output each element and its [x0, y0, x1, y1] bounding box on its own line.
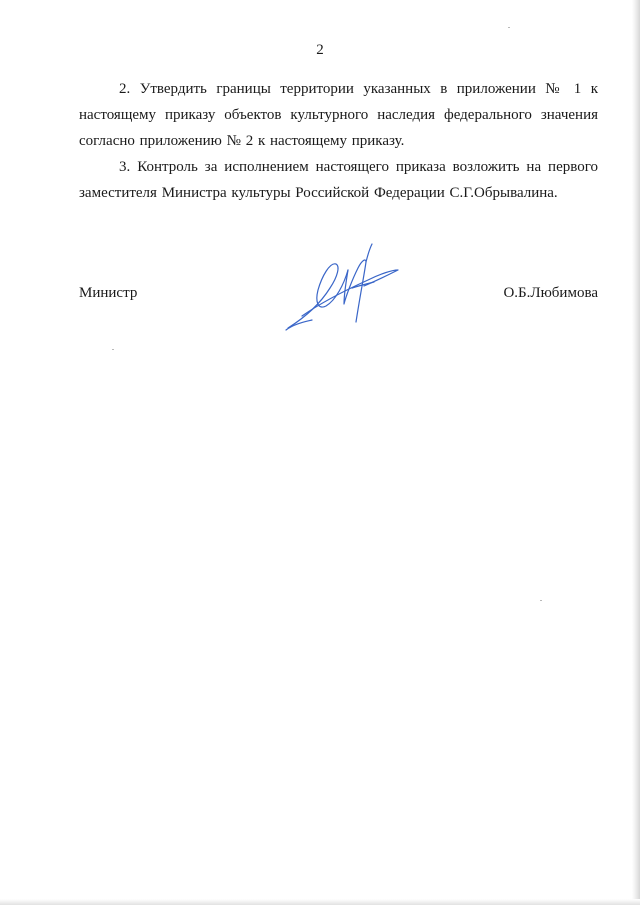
- scan-speck: [508, 27, 510, 28]
- scan-speck: [540, 600, 542, 601]
- scan-edge-bottom: [0, 899, 640, 905]
- paragraph-3: 3. Контроль за исполнением настоящего приказа возложить на первого заместителя Министра культуры Российской Федерации С.Г.Обрывалина.: [79, 159, 598, 201]
- paragraph-2: 2. Утвердить границы территории указанных в приложении № 1 к настоящему приказу объектов культурного наследия федерального значения согласно приложению № 2 к настоящему приказу.: [79, 81, 598, 149]
- page-number: 2: [316, 42, 324, 58]
- signature-block: [79, 285, 598, 309]
- signatory-position: Министр: [79, 285, 138, 301]
- scan-edge-right: [632, 0, 640, 905]
- scan-speck: [112, 349, 114, 350]
- signatory-name: О.Б.Любимова: [503, 285, 598, 301]
- document-body: [79, 76, 598, 206]
